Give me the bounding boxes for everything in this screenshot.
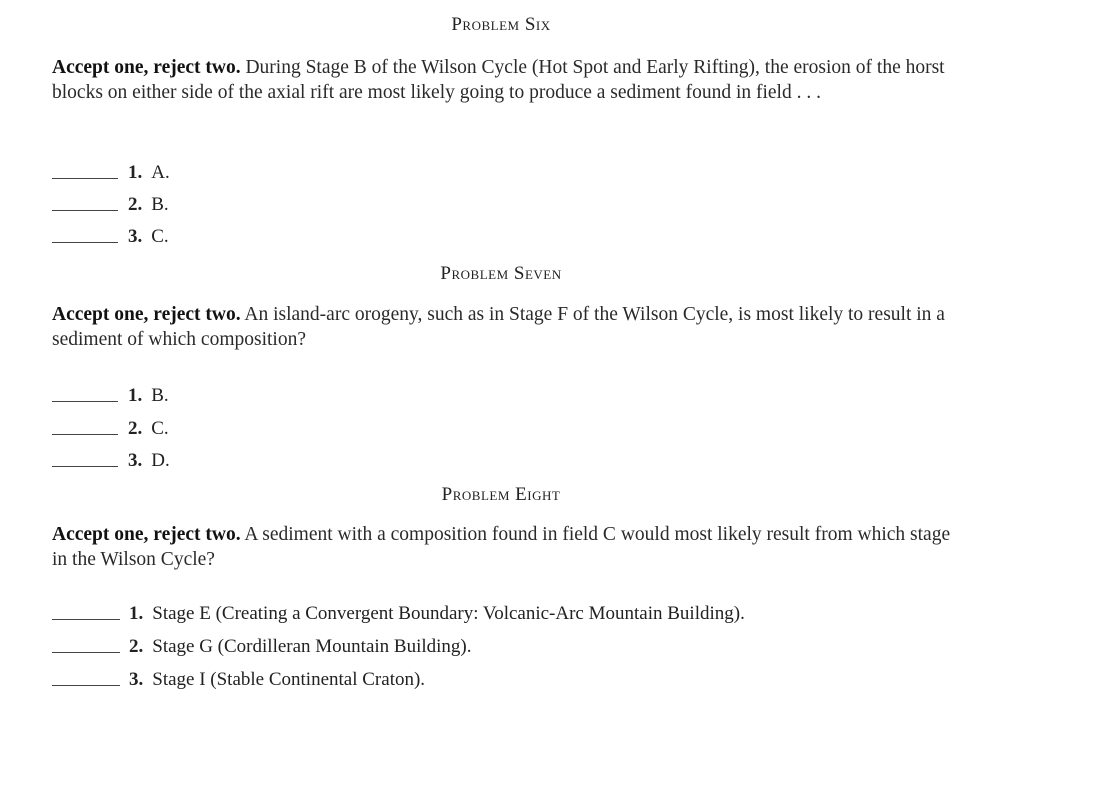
problem-eight-title: Problem Eight (441, 484, 561, 505)
option-text: A. (151, 162, 170, 183)
answer-blank[interactable] (52, 210, 118, 211)
option-number: 3. (128, 450, 143, 471)
option-number: 2. (128, 194, 143, 215)
answer-blank[interactable] (52, 242, 118, 243)
problem-seven-title: Problem Seven (440, 263, 562, 284)
option-row (52, 161, 170, 185)
answer-blank[interactable] (52, 434, 118, 435)
option-number: 1. (128, 162, 143, 183)
option-row (52, 225, 169, 249)
question-text: During Stage B of the Wilson Cycle (Hot Spot and Early Rifting), the erosion of the horst blocks on either side of the axial rift are most likely going to produce a sediment found in field . . . (52, 57, 945, 103)
option-row (52, 668, 425, 692)
answer-blank[interactable] (52, 466, 118, 467)
option-number: 3. (129, 669, 144, 690)
problem-six-question (52, 55, 957, 105)
option-number: 3. (128, 226, 143, 247)
question-text: A sediment with a composition found in field C would most likely result from which stage in the Wilson Cycle? (52, 524, 951, 570)
answer-blank[interactable] (52, 401, 118, 402)
answer-blank[interactable] (52, 685, 120, 686)
option-row (52, 417, 169, 441)
answer-blank[interactable] (52, 652, 120, 653)
problem-seven-question (52, 302, 957, 352)
option-text: Stage I (Stable Continental Craton). (152, 669, 426, 690)
option-row (52, 449, 170, 473)
problem-six-title: Problem Six (451, 14, 551, 35)
option-number: 2. (129, 636, 144, 657)
option-text: D. (151, 450, 170, 471)
option-row (52, 635, 472, 659)
option-text: Stage E (Creating a Convergent Boundary: Volcanic-Arc Mountain Building). (152, 603, 745, 624)
option-text: C. (151, 226, 169, 247)
option-text: B. (151, 385, 169, 406)
option-row (52, 193, 169, 217)
option-number: 1. (129, 603, 144, 624)
option-text: C. (151, 418, 169, 439)
answer-blank[interactable] (52, 619, 120, 620)
option-row (52, 384, 169, 408)
question-text: An island-arc orogeny, such as in Stage F of the Wilson Cycle, is most likely to result in a sediment of which composition? (52, 304, 945, 350)
problem-eight-question (52, 522, 957, 572)
question-lead: Accept one, reject two. (52, 57, 241, 78)
option-row (52, 602, 745, 626)
option-number: 1. (128, 385, 143, 406)
option-number: 2. (128, 418, 143, 439)
answer-blank[interactable] (52, 178, 118, 179)
option-text: B. (151, 194, 169, 215)
question-lead: Accept one, reject two. (52, 304, 241, 325)
option-text: Stage G (Cordilleran Mountain Building). (152, 636, 472, 657)
question-lead: Accept one, reject two. (52, 524, 241, 545)
